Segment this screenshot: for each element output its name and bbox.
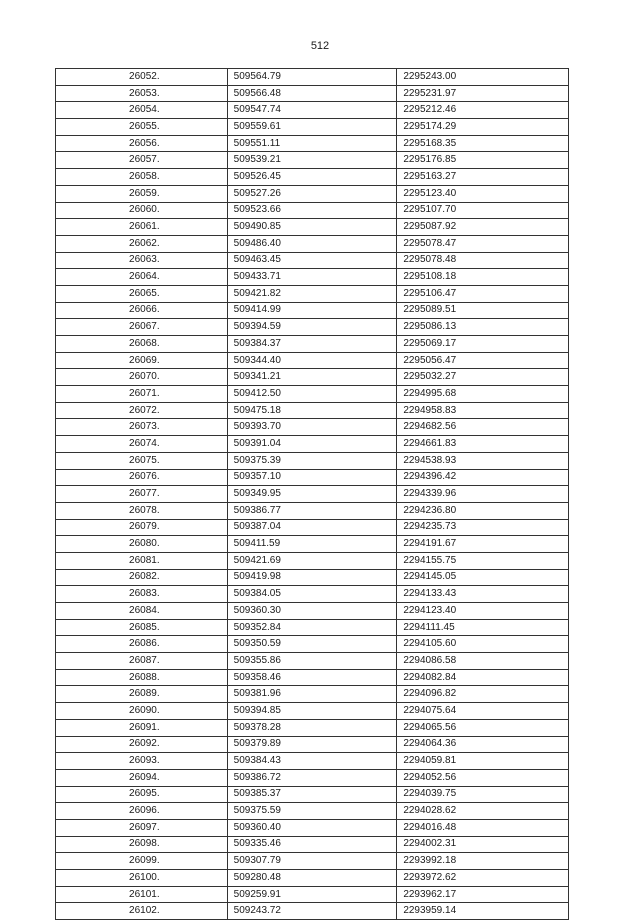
point-number-cell: 26091.: [56, 719, 228, 736]
y-coordinate-cell: 2294052.56: [397, 769, 569, 786]
x-coordinate-cell: 509526.45: [227, 169, 397, 186]
y-coordinate-cell: 2294155.75: [397, 552, 569, 569]
table-row: [56, 352, 569, 369]
point-number-cell: 26054.: [56, 102, 228, 119]
table-row: [56, 252, 569, 269]
point-number-cell: 26064.: [56, 269, 228, 286]
point-number-cell: 26060.: [56, 202, 228, 219]
table-row: [56, 402, 569, 419]
table-row: [56, 302, 569, 319]
point-number-cell: 26070.: [56, 369, 228, 386]
point-number-cell: 26082.: [56, 569, 228, 586]
x-coordinate-cell: 509360.30: [227, 603, 397, 620]
table-row: [56, 853, 569, 870]
y-coordinate-cell: 2294339.96: [397, 486, 569, 503]
point-number-cell: 26075.: [56, 452, 228, 469]
x-coordinate-cell: 509486.40: [227, 235, 397, 252]
x-coordinate-cell: 509394.85: [227, 703, 397, 720]
x-coordinate-cell: 509559.61: [227, 119, 397, 136]
y-coordinate-cell: 2295069.17: [397, 336, 569, 353]
x-coordinate-cell: 509259.91: [227, 886, 397, 903]
point-number-cell: 26073.: [56, 419, 228, 436]
point-number-cell: 26074.: [56, 436, 228, 453]
point-number-cell: 26098.: [56, 836, 228, 853]
table-row: [56, 870, 569, 887]
y-coordinate-cell: 2295086.13: [397, 319, 569, 336]
table-row: [56, 152, 569, 169]
table-row: [56, 769, 569, 786]
coordinates-table: [55, 68, 569, 920]
table-row: [56, 636, 569, 653]
x-coordinate-cell: 509349.95: [227, 486, 397, 503]
x-coordinate-cell: 509564.79: [227, 69, 397, 86]
x-coordinate-cell: 509341.21: [227, 369, 397, 386]
point-number-cell: 26071.: [56, 386, 228, 403]
table-row: [56, 669, 569, 686]
x-coordinate-cell: 509350.59: [227, 636, 397, 653]
x-coordinate-cell: 509386.77: [227, 502, 397, 519]
table-row: [56, 619, 569, 636]
y-coordinate-cell: 2294236.80: [397, 502, 569, 519]
y-coordinate-cell: 2294096.82: [397, 686, 569, 703]
x-coordinate-cell: 509475.18: [227, 402, 397, 419]
table-row: [56, 235, 569, 252]
y-coordinate-cell: 2295078.48: [397, 252, 569, 269]
point-number-cell: 26057.: [56, 152, 228, 169]
y-coordinate-cell: 2294995.68: [397, 386, 569, 403]
point-number-cell: 26084.: [56, 603, 228, 620]
table-row: [56, 603, 569, 620]
table-row: [56, 319, 569, 336]
table-row: [56, 369, 569, 386]
x-coordinate-cell: 509375.39: [227, 452, 397, 469]
x-coordinate-cell: 509490.85: [227, 219, 397, 236]
table-row: [56, 786, 569, 803]
y-coordinate-cell: 2293962.17: [397, 886, 569, 903]
x-coordinate-cell: 509421.69: [227, 552, 397, 569]
x-coordinate-cell: 509357.10: [227, 469, 397, 486]
x-coordinate-cell: 509381.96: [227, 686, 397, 703]
x-coordinate-cell: 509378.28: [227, 719, 397, 736]
y-coordinate-cell: 2295231.97: [397, 85, 569, 102]
y-coordinate-cell: 2294123.40: [397, 603, 569, 620]
y-coordinate-cell: 2294105.60: [397, 636, 569, 653]
point-number-cell: 26077.: [56, 486, 228, 503]
table-row: [56, 552, 569, 569]
y-coordinate-cell: 2294396.42: [397, 469, 569, 486]
x-coordinate-cell: 509527.26: [227, 185, 397, 202]
x-coordinate-cell: 509393.70: [227, 419, 397, 436]
x-coordinate-cell: 509344.40: [227, 352, 397, 369]
y-coordinate-cell: 2294002.31: [397, 836, 569, 853]
y-coordinate-cell: 2294661.83: [397, 436, 569, 453]
table-row: [56, 119, 569, 136]
table-row: [56, 202, 569, 219]
y-coordinate-cell: 2294191.67: [397, 536, 569, 553]
x-coordinate-cell: 509280.48: [227, 870, 397, 887]
point-number-cell: 26095.: [56, 786, 228, 803]
table-row: [56, 486, 569, 503]
y-coordinate-cell: 2294111.45: [397, 619, 569, 636]
point-number-cell: 26061.: [56, 219, 228, 236]
table-row: [56, 536, 569, 553]
y-coordinate-cell: 2294538.93: [397, 452, 569, 469]
x-coordinate-cell: 509419.98: [227, 569, 397, 586]
point-number-cell: 26100.: [56, 870, 228, 887]
point-number-cell: 26090.: [56, 703, 228, 720]
table-row: [56, 452, 569, 469]
x-coordinate-cell: 509433.71: [227, 269, 397, 286]
table-row: [56, 185, 569, 202]
point-number-cell: 26093.: [56, 753, 228, 770]
x-coordinate-cell: 509412.50: [227, 386, 397, 403]
y-coordinate-cell: 2294235.73: [397, 519, 569, 536]
x-coordinate-cell: 509539.21: [227, 152, 397, 169]
table-row: [56, 102, 569, 119]
x-coordinate-cell: 509387.04: [227, 519, 397, 536]
coordinates-table-body: [56, 69, 569, 920]
point-number-cell: 26085.: [56, 619, 228, 636]
table-row: [56, 169, 569, 186]
table-row: [56, 419, 569, 436]
point-number-cell: 26067.: [56, 319, 228, 336]
point-number-cell: 26058.: [56, 169, 228, 186]
x-coordinate-cell: 509463.45: [227, 252, 397, 269]
x-coordinate-cell: 509411.59: [227, 536, 397, 553]
point-number-cell: 26086.: [56, 636, 228, 653]
point-number-cell: 26062.: [56, 235, 228, 252]
point-number-cell: 26065.: [56, 285, 228, 302]
table-row: [56, 469, 569, 486]
table-row: [56, 886, 569, 903]
x-coordinate-cell: 509394.59: [227, 319, 397, 336]
point-number-cell: 26055.: [56, 119, 228, 136]
x-coordinate-cell: 509379.89: [227, 736, 397, 753]
page-number: 512: [310, 40, 330, 52]
x-coordinate-cell: 509421.82: [227, 285, 397, 302]
table-row: [56, 719, 569, 736]
y-coordinate-cell: 2295108.18: [397, 269, 569, 286]
point-number-cell: 26079.: [56, 519, 228, 536]
y-coordinate-cell: 2295107.70: [397, 202, 569, 219]
y-coordinate-cell: 2293972.62: [397, 870, 569, 887]
table-row: [56, 269, 569, 286]
x-coordinate-cell: 509307.79: [227, 853, 397, 870]
x-coordinate-cell: 509335.46: [227, 836, 397, 853]
table-row: [56, 336, 569, 353]
y-coordinate-cell: 2293959.14: [397, 903, 569, 920]
table-row: [56, 219, 569, 236]
table-row: [56, 519, 569, 536]
point-number-cell: 26083.: [56, 586, 228, 603]
table-row: [56, 586, 569, 603]
x-coordinate-cell: 509391.04: [227, 436, 397, 453]
table-row: [56, 436, 569, 453]
table-row: [56, 569, 569, 586]
point-number-cell: 26096.: [56, 803, 228, 820]
y-coordinate-cell: 2293992.18: [397, 853, 569, 870]
y-coordinate-cell: 2295123.40: [397, 185, 569, 202]
point-number-cell: 26052.: [56, 69, 228, 86]
y-coordinate-cell: 2294016.48: [397, 819, 569, 836]
y-coordinate-cell: 2294075.64: [397, 703, 569, 720]
point-number-cell: 26072.: [56, 402, 228, 419]
y-coordinate-cell: 2294958.83: [397, 402, 569, 419]
point-number-cell: 26066.: [56, 302, 228, 319]
y-coordinate-cell: 2295089.51: [397, 302, 569, 319]
table-row: [56, 803, 569, 820]
x-coordinate-cell: 509385.37: [227, 786, 397, 803]
point-number-cell: 26063.: [56, 252, 228, 269]
x-coordinate-cell: 509523.66: [227, 202, 397, 219]
x-coordinate-cell: 509384.05: [227, 586, 397, 603]
x-coordinate-cell: 509384.43: [227, 753, 397, 770]
point-number-cell: 26081.: [56, 552, 228, 569]
table-row: [56, 285, 569, 302]
point-number-cell: 26099.: [56, 853, 228, 870]
point-number-cell: 26102.: [56, 903, 228, 920]
y-coordinate-cell: 2294039.75: [397, 786, 569, 803]
y-coordinate-cell: 2295243.00: [397, 69, 569, 86]
point-number-cell: 26076.: [56, 469, 228, 486]
point-number-cell: 26056.: [56, 135, 228, 152]
point-number-cell: 26088.: [56, 669, 228, 686]
point-number-cell: 26087.: [56, 653, 228, 670]
x-coordinate-cell: 509375.59: [227, 803, 397, 820]
x-coordinate-cell: 509360.40: [227, 819, 397, 836]
point-number-cell: 26053.: [56, 85, 228, 102]
point-number-cell: 26094.: [56, 769, 228, 786]
y-coordinate-cell: 2295032.27: [397, 369, 569, 386]
x-coordinate-cell: 509384.37: [227, 336, 397, 353]
y-coordinate-cell: 2295163.27: [397, 169, 569, 186]
y-coordinate-cell: 2294682.56: [397, 419, 569, 436]
table-row: [56, 703, 569, 720]
table-row: [56, 753, 569, 770]
x-coordinate-cell: 509352.84: [227, 619, 397, 636]
table-row: [56, 85, 569, 102]
y-coordinate-cell: 2295087.92: [397, 219, 569, 236]
x-coordinate-cell: 509566.48: [227, 85, 397, 102]
y-coordinate-cell: 2295078.47: [397, 235, 569, 252]
y-coordinate-cell: 2295168.35: [397, 135, 569, 152]
y-coordinate-cell: 2294059.81: [397, 753, 569, 770]
x-coordinate-cell: 509386.72: [227, 769, 397, 786]
table-row: [56, 69, 569, 86]
point-number-cell: 26068.: [56, 336, 228, 353]
table-row: [56, 386, 569, 403]
table-row: [56, 819, 569, 836]
y-coordinate-cell: 2295056.47: [397, 352, 569, 369]
y-coordinate-cell: 2294064.36: [397, 736, 569, 753]
point-number-cell: 26089.: [56, 686, 228, 703]
table-row: [56, 686, 569, 703]
y-coordinate-cell: 2295212.46: [397, 102, 569, 119]
table-row: [56, 836, 569, 853]
point-number-cell: 26078.: [56, 502, 228, 519]
table-row: [56, 653, 569, 670]
point-number-cell: 26097.: [56, 819, 228, 836]
x-coordinate-cell: 509551.11: [227, 135, 397, 152]
y-coordinate-cell: 2294082.84: [397, 669, 569, 686]
x-coordinate-cell: 509547.74: [227, 102, 397, 119]
table-row: [56, 736, 569, 753]
x-coordinate-cell: 509414.99: [227, 302, 397, 319]
x-coordinate-cell: 509358.46: [227, 669, 397, 686]
y-coordinate-cell: 2295176.85: [397, 152, 569, 169]
y-coordinate-cell: 2294065.56: [397, 719, 569, 736]
table-row: [56, 502, 569, 519]
y-coordinate-cell: 2294028.62: [397, 803, 569, 820]
y-coordinate-cell: 2294133.43: [397, 586, 569, 603]
point-number-cell: 26069.: [56, 352, 228, 369]
y-coordinate-cell: 2295106.47: [397, 285, 569, 302]
point-number-cell: 26092.: [56, 736, 228, 753]
table-row: [56, 903, 569, 920]
point-number-cell: 26101.: [56, 886, 228, 903]
x-coordinate-cell: 509355.86: [227, 653, 397, 670]
y-coordinate-cell: 2294145.05: [397, 569, 569, 586]
point-number-cell: 26059.: [56, 185, 228, 202]
point-number-cell: 26080.: [56, 536, 228, 553]
x-coordinate-cell: 509243.72: [227, 903, 397, 920]
y-coordinate-cell: 2295174.29: [397, 119, 569, 136]
table-row: [56, 135, 569, 152]
y-coordinate-cell: 2294086.58: [397, 653, 569, 670]
